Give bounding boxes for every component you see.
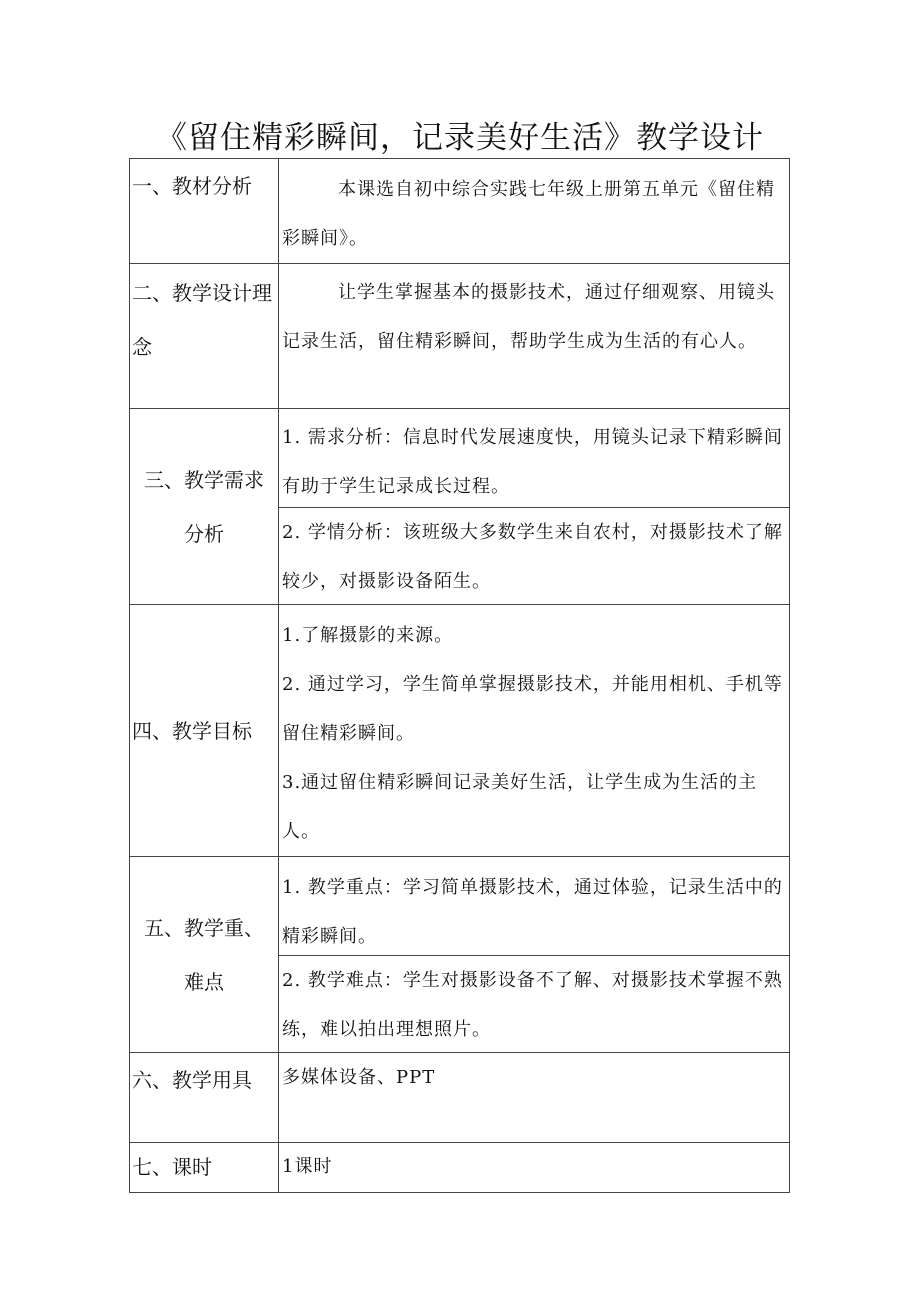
row-label: 三、教学需求分析 (130, 409, 279, 605)
row-content: 本课选自初中综合实践七年级上册第五单元《留住精彩瞬间》。 (279, 159, 790, 264)
row-content (279, 409, 790, 605)
row-content (279, 857, 790, 1053)
document-title: 《留住精彩瞬间，记录美好生活》教学设计 (156, 120, 764, 156)
table-row (130, 605, 790, 857)
row-label: 二、教学设计理念 (130, 264, 279, 409)
row-label: 一、教材分析 (130, 159, 279, 264)
list-item: 2. 学情分析：该班级大多数学生来自农村，对摄影技术了解较少，对摄影设备陌生。 (279, 507, 789, 604)
row-label: 七、课时 (130, 1143, 279, 1193)
row-content: 1课时 (279, 1143, 790, 1193)
list-item: 1. 教学重点：学习简单摄影技术，通过体验，记录生活中的精彩瞬间。 (282, 877, 783, 947)
row-content: 多媒体设备、PPT (279, 1053, 790, 1143)
table-row (130, 159, 790, 264)
row-label: 四、教学目标 (130, 605, 279, 857)
list-item: 1.了解摄影的来源。 (282, 625, 454, 646)
list-item: 2. 通过学习，学生简单掌握摄影技术，并能用相机、手机等留住精彩瞬间。 (282, 674, 783, 744)
table-row (130, 1053, 790, 1143)
table-row (130, 1143, 790, 1193)
list-item: 1. 需求分析：信息时代发展速度快，用镜头记录下精彩瞬间有助于学生记录成长过程。 (282, 427, 783, 497)
row-label: 六、教学用具 (130, 1053, 279, 1143)
list-item: 2. 教学难点：学生对摄影设备不了解、对摄影技术掌握不熟练，难以拍出理想照片。 (279, 955, 789, 1052)
row-content (279, 605, 790, 857)
row-content: 让学生掌握基本的摄影技术，通过仔细观察、用镜头记录生活，留住精彩瞬间，帮助学生成为生活的有心人。 (279, 264, 790, 409)
list-item: 3.通过留住精彩瞬间记录美好生活，让学生成为生活的主人。 (282, 772, 758, 842)
row-label: 五、教学重、难点 (130, 857, 279, 1053)
lesson-plan-table (129, 158, 790, 1193)
table-row (130, 409, 790, 605)
table-row (130, 264, 790, 409)
table-row (130, 857, 790, 1053)
